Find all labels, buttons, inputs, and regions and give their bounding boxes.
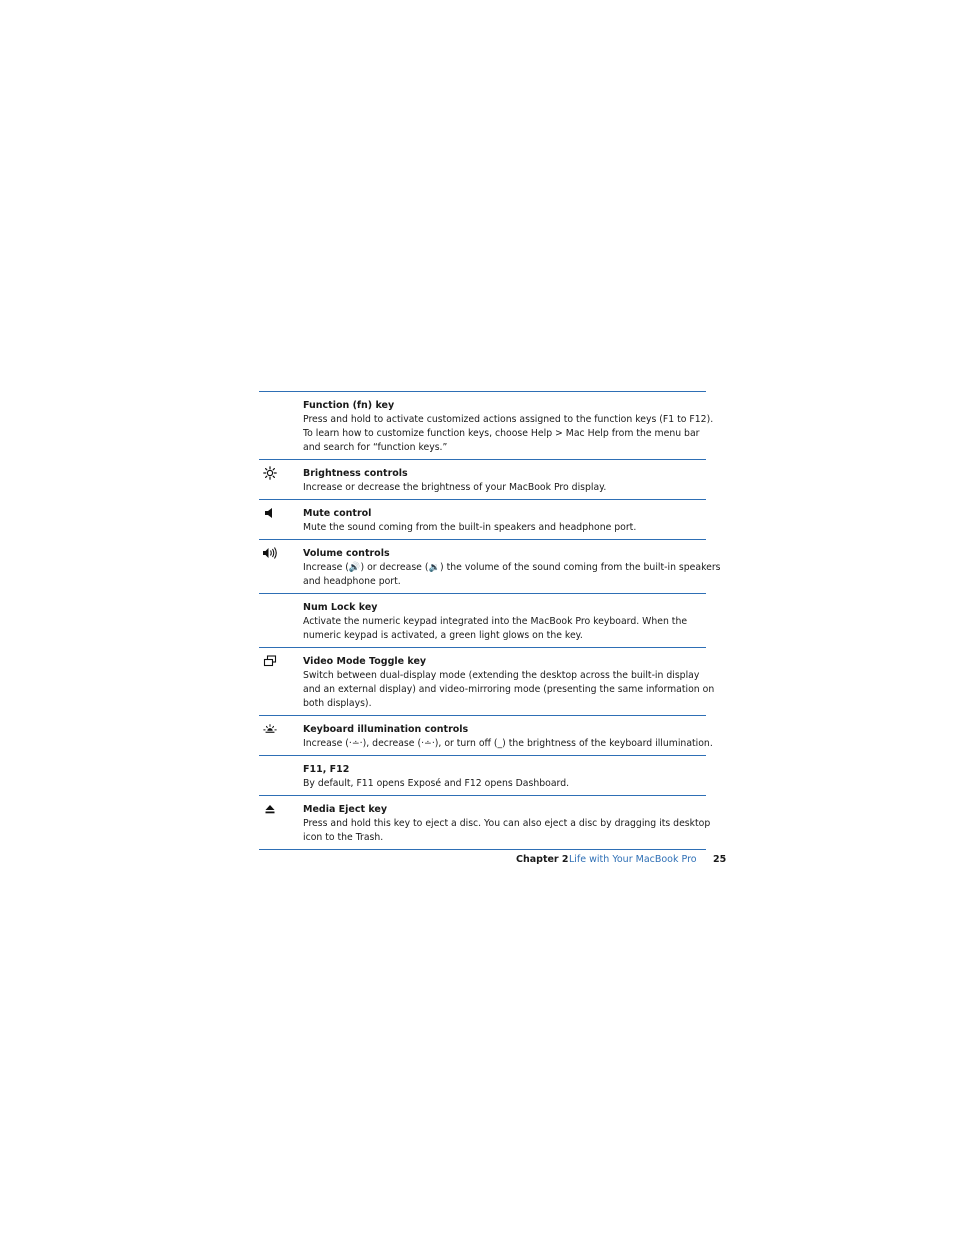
brightness-icon (262, 466, 278, 480)
row-title: Keyboard illumination controls (303, 724, 469, 735)
row-desc-line: Press and hold this key to eject a disc. You can also eject a disc by dragging its desktop (303, 818, 711, 829)
video-mode-icon (262, 654, 278, 668)
table-row-brightness (259, 460, 706, 500)
mute-icon (262, 506, 278, 520)
row-desc-line: Press and hold to activate customized actions assigned to the function keys (F1 to F12). (303, 414, 714, 425)
table-row-function-key (259, 392, 714, 460)
row-desc-line: Increase (🔊) or decrease (🔉) the volume of the sound coming from the built-in speakers (303, 562, 721, 573)
row-desc-line: and headphone port. (303, 576, 401, 587)
row-desc-line: Switch between dual-display mode (extending the desktop across the built-in display (303, 670, 700, 681)
row-desc-line: By default, F11 opens Exposé and F12 opens Dashboard. (303, 778, 570, 789)
row-title: Num Lock key (303, 602, 378, 613)
row-title: F11, F12 (303, 764, 350, 775)
table-row-video-mode (259, 648, 715, 716)
table-row-mute (259, 500, 706, 540)
row-desc-line: Increase or decrease the brightness of your MacBook Pro display. (303, 482, 607, 493)
row-desc-line: To learn how to customize function keys, choose Help > Mac Help from the menu bar (303, 428, 700, 439)
keyboard-illumination-icon (262, 722, 278, 736)
table-row-num-lock (259, 594, 706, 648)
row-title: Media Eject key (303, 804, 388, 815)
page-footer (516, 853, 726, 867)
row-desc-line: Mute the sound coming from the built-in speakers and headphone port. (303, 522, 637, 533)
row-desc-line: Activate the numeric keypad integrated into the MacBook Pro keyboard. When the (303, 616, 688, 627)
row-desc-line: numeric keypad is activated, a green light glows on the key. (303, 630, 583, 641)
chapter-title: Life with Your MacBook Pro (569, 854, 697, 865)
row-title: Mute control (303, 508, 372, 519)
page-number: 25 (713, 854, 727, 865)
table-row-volume (259, 540, 721, 594)
row-title: Volume controls (303, 548, 390, 559)
row-desc-line: icon to the Trash. (303, 832, 384, 843)
table-row-media-eject (259, 796, 711, 850)
function-key-table (259, 391, 721, 850)
row-title: Brightness controls (303, 468, 408, 479)
table-row-f11-f12 (259, 756, 706, 796)
eject-icon (262, 802, 278, 816)
row-desc-line: Increase (·∸·), decrease (·∸·), or turn off (_) the brightness of the keyboard illumination. (303, 738, 713, 749)
volume-icon (262, 546, 278, 560)
row-title: Function (fn) key (303, 400, 395, 411)
row-title: Video Mode Toggle key (303, 656, 427, 667)
row-desc-line: and search for “function keys.” (303, 442, 448, 453)
table-row-keyboard-illumination (259, 716, 713, 756)
row-desc-line: and an external display) and video-mirroring mode (presenting the same information on (303, 684, 715, 695)
chapter-label: Chapter 2 (516, 854, 569, 865)
row-desc-line: both displays). (303, 698, 372, 709)
